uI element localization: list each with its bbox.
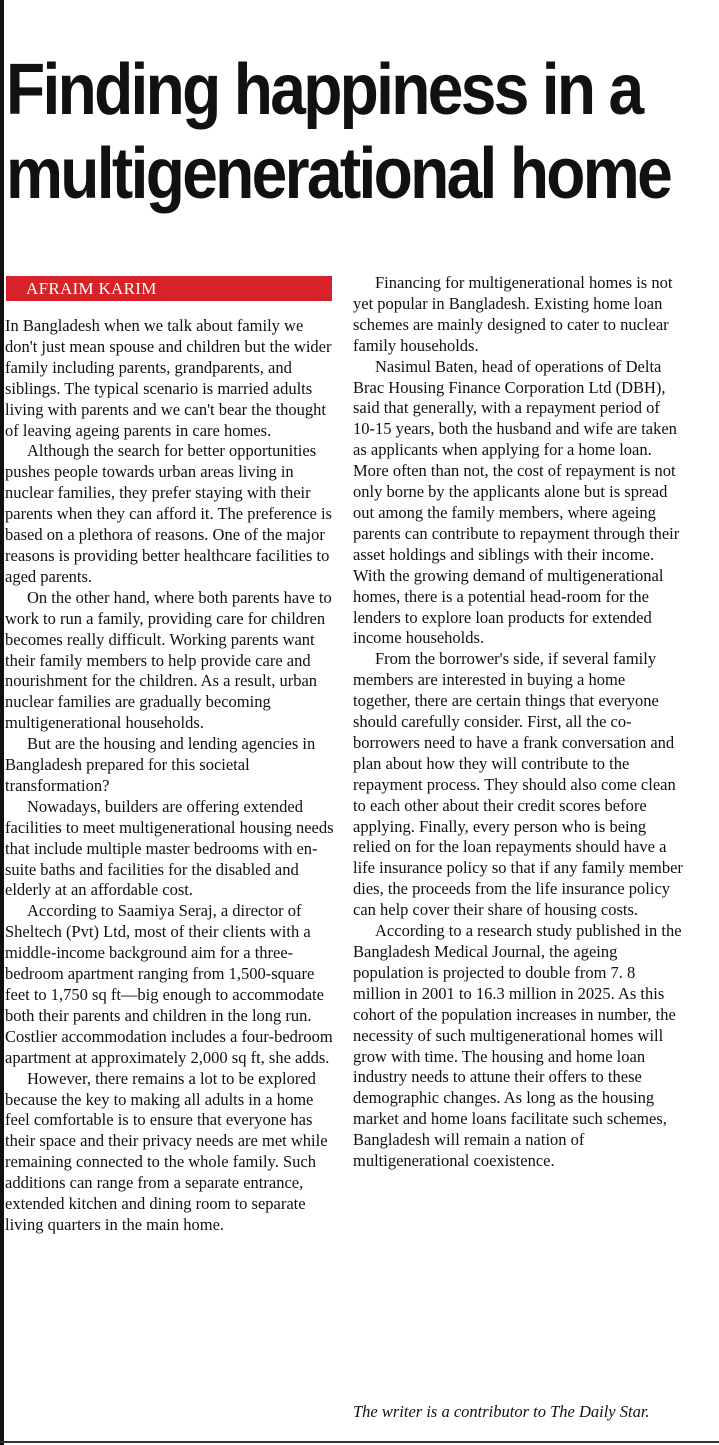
paragraph: According to a research study published in the Bangladesh Medical Journal, the ageing population is projected to double from 7. 8 million in 2001 to 16.3 million in 2025. As this cohort of the population increases in number, the necessity of such multigenerational homes will grow with time. The housing and home loan industry needs to attune their offers to these demographic changes. As long as the housing market and home loans facilitate such schemes, Bangladesh will remain a nation of multigenerational coexistence. bbox=[353, 921, 682, 1171]
paragraph: But are the housing and lending agencies in Bangladesh prepared for this societal transformation? bbox=[5, 734, 316, 795]
paragraph: On the other hand, where both parents have to work to run a family, providing care for children becomes really difficult. Working parents want their family members to help provide care and nourishment for the children. As a result, urban nuclear families are gradually becoming multigenerational households. bbox=[5, 587, 332, 733]
article-column-left bbox=[5, 316, 335, 1236]
paragraph: However, there remains a lot to be explored because the key to making all adults in a home feel comfortable is to ensure that everyone has their space and their privacy needs are met while remaining connected to the whole family. Such additions can range from a separate entrance, extended kitchen and dining room to separate living quarters in the main home. bbox=[5, 1068, 328, 1234]
headline-line-2: multigenerational home bbox=[6, 134, 671, 214]
paragraph: From the borrower's side, if several family members are interested in buying a home together, there are certain things that everyone should carefully consider. First, all the co-borrowers need to have a frank conversation and plan about how they will contribute to the repayment process. They should also come clean to each other about their credit scores before applying. Finally, every person who is being relied on for the loan repayments should have a life insurance policy so that if any family member dies, the proceeds from the life insurance policy can help cover their share of housing costs. bbox=[353, 649, 683, 920]
contributor-note: The writer is a contributor to The Daily Star. bbox=[353, 1402, 650, 1421]
bottom-border-rule bbox=[0, 1441, 719, 1443]
paragraph: Although the search for better opportunities pushes people towards urban areas living in nuclear families, they prefer staying with their parents when they can afford it. The preference is based on a plethora of reasons. One of the major reasons is providing better healthcare facilities to aged parents. bbox=[5, 441, 332, 586]
paragraph: Nasimul Baten, head of operations of Delta Brac Housing Finance Corporation Ltd (DBH), said that generally, with a repayment period of 10-15 years, both the husband and wife are taken as applicants when applying for a home loan. More often than not, the cost of repayment is not only borne by the applicants alone but is spread out among the family members, where ageing parents can contribute to repayment through their asset holdings and siblings with their income. With the growing demand of multigenerational homes, there is a potential head-room for the lenders to explore loan products for extended income households. bbox=[353, 356, 680, 648]
paragraph: According to Saamiya Seraj, a director of Sheltech (Pvt) Ltd, most of their clients with a middle-income background aim for a three-bedroom apartment ranging from 1,500-square feet to 1,750 sq ft—big enough to accommodate both their parents and children in the long run. Costlier accommodation includes a four-bedroom apartment at approximately 2,000 sq ft, she adds. bbox=[5, 901, 333, 1067]
byline: AFRAIM KARIM bbox=[6, 276, 332, 301]
article-column-right bbox=[353, 273, 683, 1172]
paragraph: Nowadays, builders are offering extended facilities to meet multigenerational housing needs that include multiple master bedrooms with en-suite baths and facilities for the disabled and elderly at an affordable cost. bbox=[5, 796, 334, 900]
headline-line-1: Finding happiness in a bbox=[6, 50, 642, 130]
left-border-rule bbox=[0, 0, 4, 1445]
headline bbox=[6, 48, 671, 216]
paragraph: Financing for multigenerational homes is not yet popular in Bangladesh. Existing home loan schemes are mainly designed to cater to nuclear family households. bbox=[353, 273, 673, 355]
paragraph: In Bangladesh when we talk about family we don't just mean spouse and children but the wider family including parents, grandparents, and siblings. The typical scenario is married adults living with parents and we can't bear the thought of leaving ageing parents in care homes. bbox=[5, 316, 332, 440]
